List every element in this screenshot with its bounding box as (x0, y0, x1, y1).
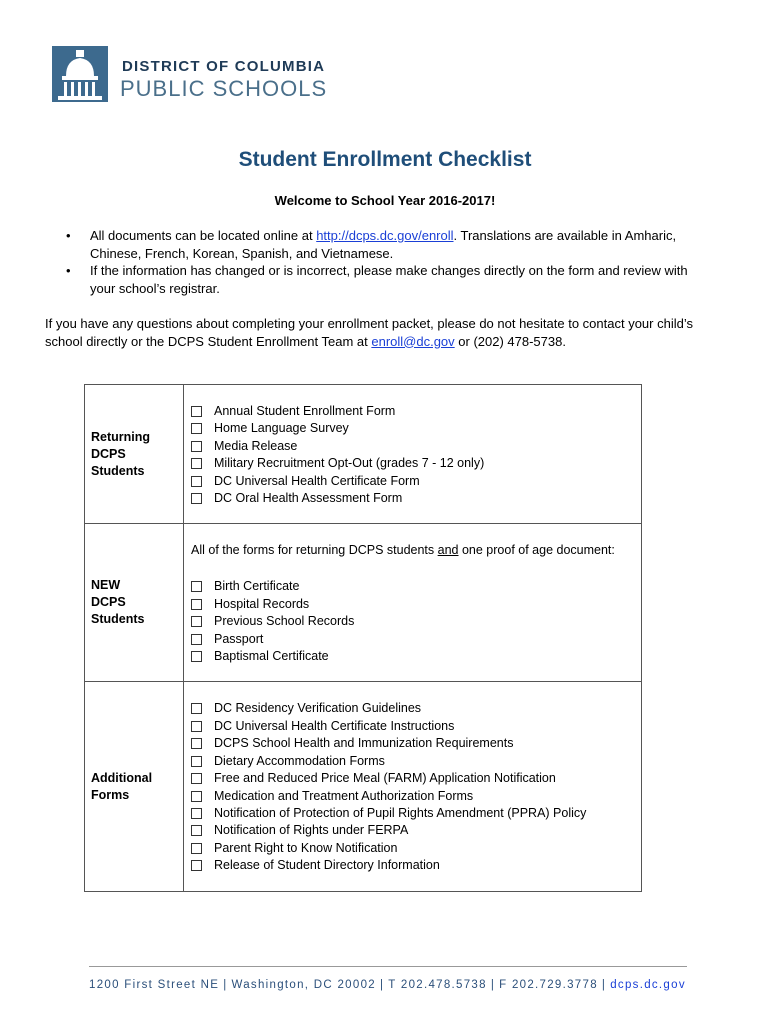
checkbox[interactable] (191, 703, 202, 714)
capitol-dome-icon (52, 46, 108, 102)
intro-text: All of the forms for returning DCPS students (191, 543, 438, 558)
checklist-item (191, 403, 641, 420)
org-line-2: PUBLIC SCHOOLS (120, 76, 328, 101)
bullet-changes: • If the information has changed or is incorrect, please make changes directly on the form and review with your school’s registrar. (62, 262, 692, 297)
footer-divider (89, 966, 687, 967)
label-line: DCPS (91, 595, 126, 610)
item-label: Parent Right to Know Notification (214, 840, 398, 855)
checklist-item (191, 735, 641, 752)
welcome-text: Welcome to School Year 2016-2017! (274, 193, 496, 208)
item-label: Annual Student Enrollment Form (214, 404, 396, 418)
footer-separator: | (379, 979, 385, 991)
additional-label (85, 682, 184, 891)
enroll-email-link[interactable]: enroll@dc.gov (371, 333, 455, 349)
checkbox[interactable] (191, 843, 202, 854)
org-line-1: DISTRICT OF COLUMBIA (122, 58, 326, 75)
label-line: Forms (91, 787, 130, 802)
contact-text: If you have any questions about completing your enrollment packet, please do not hesitate to contact your child’s school directly or the DCPS Student Enrollment Team at (45, 316, 693, 349)
checkbox[interactable] (191, 493, 202, 504)
checklist-item (191, 455, 641, 472)
item-label: Passport (214, 631, 264, 646)
item-label: DCPS School Health and Immunization Requirements (214, 736, 514, 751)
checklist-item (191, 822, 641, 839)
info-bullets (62, 227, 692, 297)
contact-text-end: or (202) 478-5738. (454, 333, 566, 349)
item-label: Previous School Records (214, 614, 355, 629)
checklist-item (191, 648, 641, 665)
checklist-item (191, 857, 641, 874)
footer (89, 979, 689, 991)
bullet-1-text-end: . Translations are available in Amharic, Chinese, French, Korean, Spanish, and Vietnamese. (90, 228, 677, 261)
checklist-item (191, 438, 641, 455)
checkbox[interactable] (191, 599, 202, 610)
contact-paragraph (45, 315, 725, 350)
label-line: Students (91, 612, 145, 627)
checkbox[interactable] (191, 476, 202, 487)
item-label: Medication and Treatment Authorization Forms (214, 788, 474, 803)
checklist-item (191, 490, 641, 507)
label-line: DCPS (91, 446, 126, 461)
checkbox[interactable] (191, 423, 202, 434)
checkbox[interactable] (191, 791, 202, 802)
bullet-documents (62, 227, 692, 262)
item-label: Birth Certificate (214, 579, 300, 594)
checkbox[interactable] (191, 738, 202, 749)
returning-items (184, 385, 642, 524)
item-label: DC Oral Health Assessment Form (214, 491, 403, 506)
item-label: Release of Student Directory Information (214, 858, 440, 873)
checkbox[interactable] (191, 860, 202, 871)
dcps-logo (52, 46, 352, 116)
intro-text-end: one proof of age document: (458, 543, 615, 558)
checklist-item (191, 770, 641, 787)
page-title: Student Enrollment Checklist (238, 148, 532, 171)
returning-row (85, 385, 642, 524)
checkbox[interactable] (191, 406, 202, 417)
additional-row (85, 682, 642, 891)
item-label: Baptismal Certificate (214, 649, 329, 664)
label-line: Returning (91, 429, 151, 444)
checkbox[interactable] (191, 773, 202, 784)
checkbox[interactable] (191, 825, 202, 836)
item-label: Military Recruitment Opt-Out (grades 7 - 12 only) (214, 456, 485, 471)
checklist-item (191, 473, 641, 490)
footer-separator: | (601, 979, 607, 991)
item-label: Hospital Records (214, 596, 310, 611)
checklist-item (191, 753, 641, 770)
footer-separator: | (490, 979, 496, 991)
returning-label (85, 385, 184, 524)
item-label: Notification of Rights under FERPA (214, 823, 409, 838)
checklist-item (191, 718, 641, 735)
checkbox[interactable] (191, 458, 202, 469)
checklist-item (191, 788, 641, 805)
checklist-item (191, 420, 641, 437)
checklist-item (191, 596, 641, 613)
checkbox[interactable] (191, 651, 202, 662)
checklist-table (84, 384, 642, 892)
label-line: Additional (91, 770, 153, 785)
footer-separator: | (223, 979, 228, 991)
bullet-1-text: All documents can be located online at (90, 228, 317, 243)
new-intro (191, 542, 641, 559)
new-label (85, 524, 184, 682)
footer-website-link[interactable]: dcps.dc.gov (610, 979, 686, 991)
item-label: DC Universal Health Certificate Instructions (214, 718, 455, 733)
checklist-item (191, 700, 641, 717)
item-label: Home Language Survey (214, 421, 349, 436)
checklist-item (191, 613, 641, 630)
checklist-item (191, 840, 641, 857)
item-label: Notification of Protection of Pupil Rights Amendment (PPRA) Policy (214, 805, 587, 820)
footer-city: Washington, DC 20002 (231, 979, 376, 991)
checkbox[interactable] (191, 441, 202, 452)
footer-phone: T 202.478.5738 (388, 979, 487, 991)
checkbox[interactable] (191, 634, 202, 645)
footer-fax: F 202.729.3778 (499, 979, 598, 991)
item-label: DC Residency Verification Guidelines (214, 701, 422, 716)
intro-and: and (437, 543, 459, 558)
additional-items (184, 682, 642, 891)
item-label: Dietary Accommodation Forms (214, 753, 385, 768)
checkbox[interactable] (191, 756, 202, 767)
enroll-link[interactable]: http://dcps.dc.gov/enroll (316, 228, 454, 243)
checklist-item (191, 631, 641, 648)
checkbox[interactable] (191, 721, 202, 732)
checklist-item (191, 805, 641, 822)
checkbox[interactable] (191, 581, 202, 592)
item-label: Free and Reduced Price Meal (FARM) Application Notification (214, 771, 556, 786)
footer-address: 1200 First Street NE (89, 979, 220, 991)
checklist-item (191, 578, 641, 595)
label-line: Students (91, 463, 145, 478)
new-items (184, 524, 642, 682)
checkbox[interactable] (191, 616, 202, 627)
checkbox[interactable] (191, 808, 202, 819)
item-label: Media Release (214, 438, 298, 453)
item-label: DC Universal Health Certificate Form (214, 473, 420, 488)
new-row (85, 524, 642, 682)
label-line: NEW (91, 578, 121, 593)
